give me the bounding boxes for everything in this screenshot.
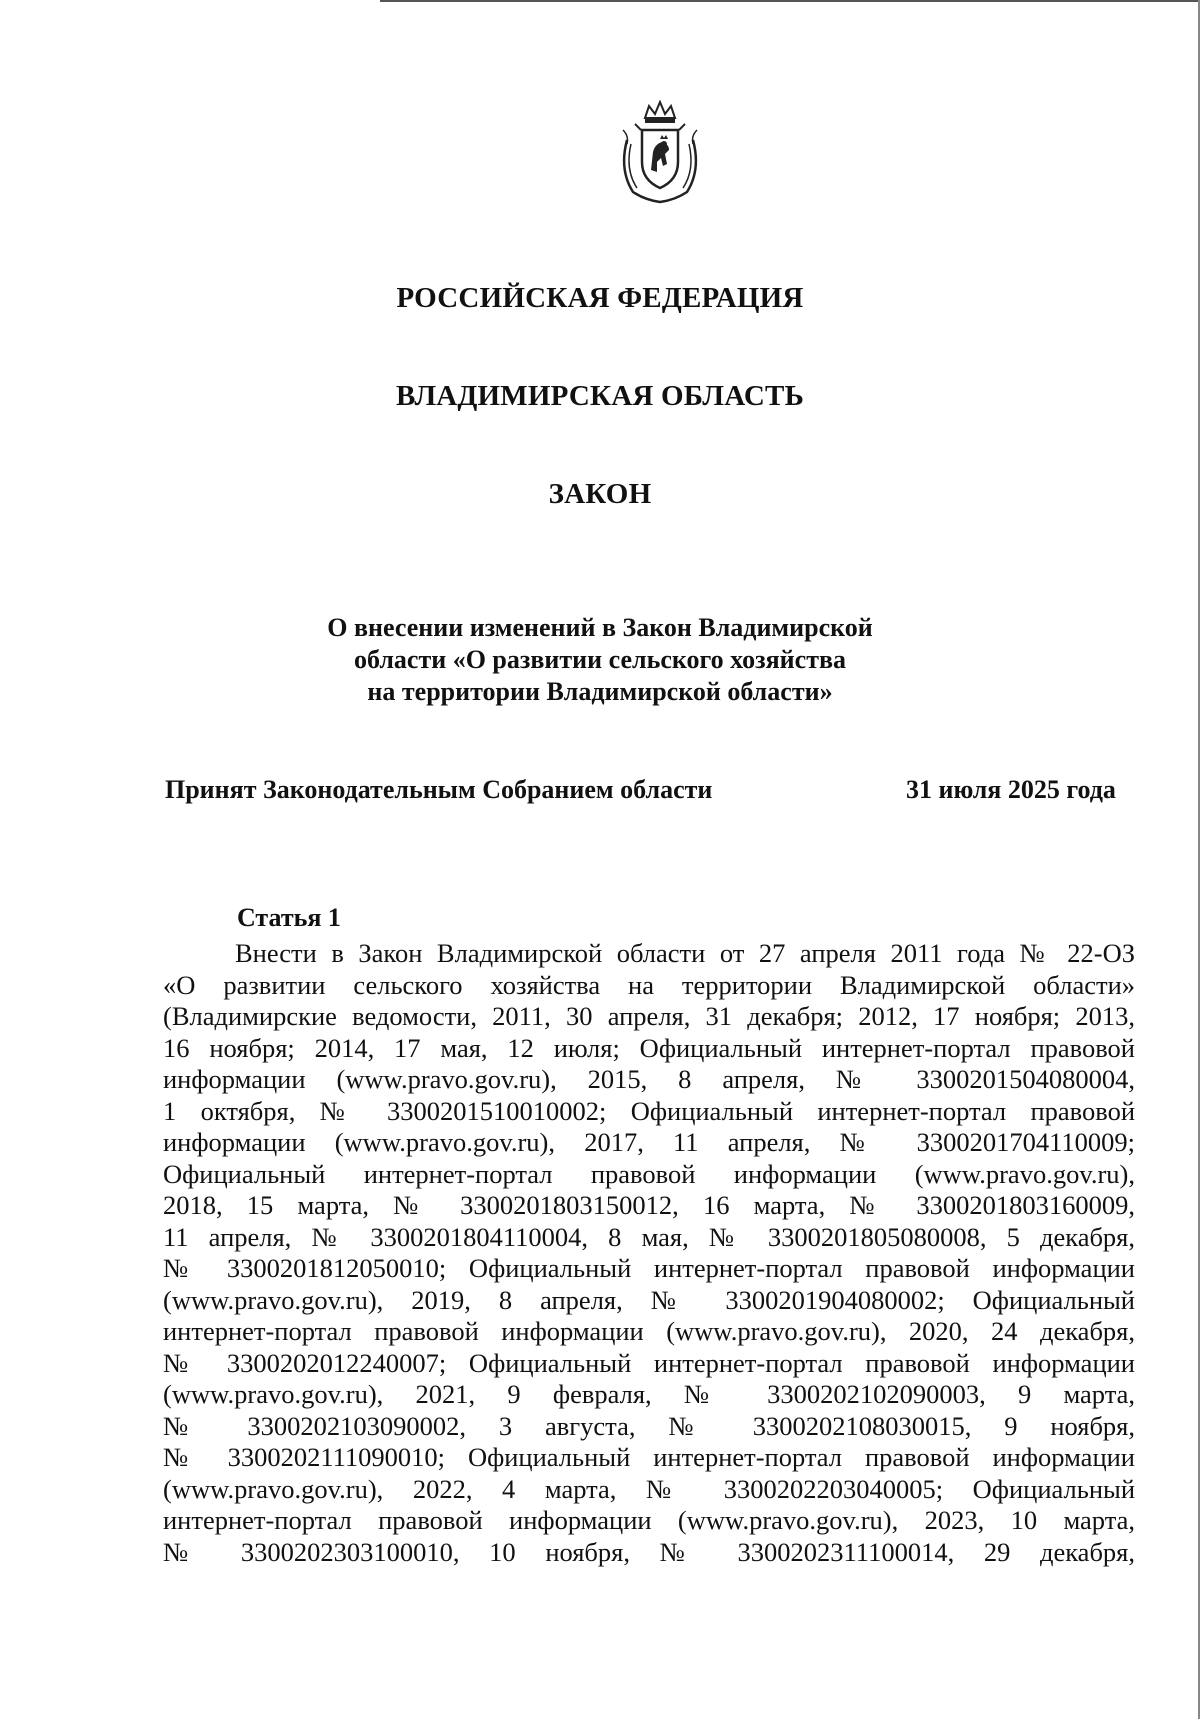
article-line: 11 апреля, № 3300201804110004, 8 мая, № 3300201805080008, 5 декабря,: [163, 1221, 1135, 1252]
header-region: ВЛАДИМИРСКАЯ ОБЛАСТЬ: [396, 380, 804, 412]
article-line: «О развитии сельского хозяйства на территории Владимирской области»: [163, 969, 1135, 1000]
article-line: 2018, 15 марта, № 3300201803150012, 16 марта, № 3300201803160009,: [163, 1190, 1135, 1220]
article-line: 1 октября, № 3300201510010002; Официальный интернет-портал правовой: [163, 1095, 1135, 1126]
article-line: информации (www.pravo.gov.ru), 2015, 8 апреля, № 3300201504080004,: [163, 1064, 1135, 1094]
law-title-line: О внесении изменений в Закон Владимирской: [327, 613, 873, 642]
coat-of-arms-emblem: [615, 100, 705, 205]
header-doc-type: ЗАКОН: [548, 478, 652, 510]
article-line: (Владимирские ведомости, 2011, 30 апреля, 31 декабря; 2012, 17 ноября; 2013,: [163, 1001, 1135, 1031]
article-line: № 3300202111090010; Официальный интернет-портал правовой информации: [163, 1442, 1135, 1472]
header-country: РОССИЙСКАЯ ФЕДЕРАЦИЯ: [396, 282, 804, 314]
article-line: (www.pravo.gov.ru), 2022, 4 марта, № 3300202203040005; Официальный: [163, 1473, 1135, 1504]
law-title-line: области «О развитии сельского хозяйства: [353, 645, 847, 674]
article-line: 16 ноября; 2014, 17 мая, 12 июля; Официальный интернет-портал правовой: [163, 1032, 1135, 1063]
article-line: интернет-портал правовой информации (www.pravo.gov.ru), 2020, 24 декабря,: [163, 1316, 1135, 1346]
article-line: информации (www.pravo.gov.ru), 2017, 11 апреля, № 3300201704110009;: [163, 1127, 1135, 1157]
article-heading: Статья 1: [237, 903, 341, 932]
top-border-line: [380, 0, 1200, 2]
adopted-date: 31 июля 2025 года: [906, 775, 1116, 804]
article-line: интернет-портал правовой информации (www.pravo.gov.ru), 2023, 10 марта,: [163, 1505, 1135, 1535]
article-line: № 3300202103090002, 3 августа, № 3300202108030015, 9 ноября,: [163, 1410, 1135, 1441]
law-title: [0, 612, 1200, 708]
article-line: (www.pravo.gov.ru), 2019, 8 апреля, № 3300201904080002; Официальный: [163, 1284, 1135, 1315]
article-body: [163, 938, 1135, 1568]
adopted-by: Принят Законодательным Собранием области: [165, 775, 713, 804]
article-line: Внести в Закон Владимирской области от 27 апреля 2011 года № 22-ОЗ: [235, 938, 1135, 968]
article-line: № 3300202012240007; Официальный интернет-портал правовой информации: [163, 1347, 1135, 1378]
article-line: № 3300202303100010, 10 ноября, № 3300202311100014, 29 декабря,: [163, 1536, 1135, 1567]
article-line: Официальный интернет-портал правовой информации (www.pravo.gov.ru),: [163, 1158, 1135, 1189]
law-title-line: на территории Владимирской области»: [367, 677, 833, 706]
article-line: № 3300201812050010; Официальный интернет-портал правовой информации: [163, 1253, 1135, 1283]
article-line: (www.pravo.gov.ru), 2021, 9 февраля, № 3300202102090003, 9 марта,: [163, 1379, 1135, 1409]
